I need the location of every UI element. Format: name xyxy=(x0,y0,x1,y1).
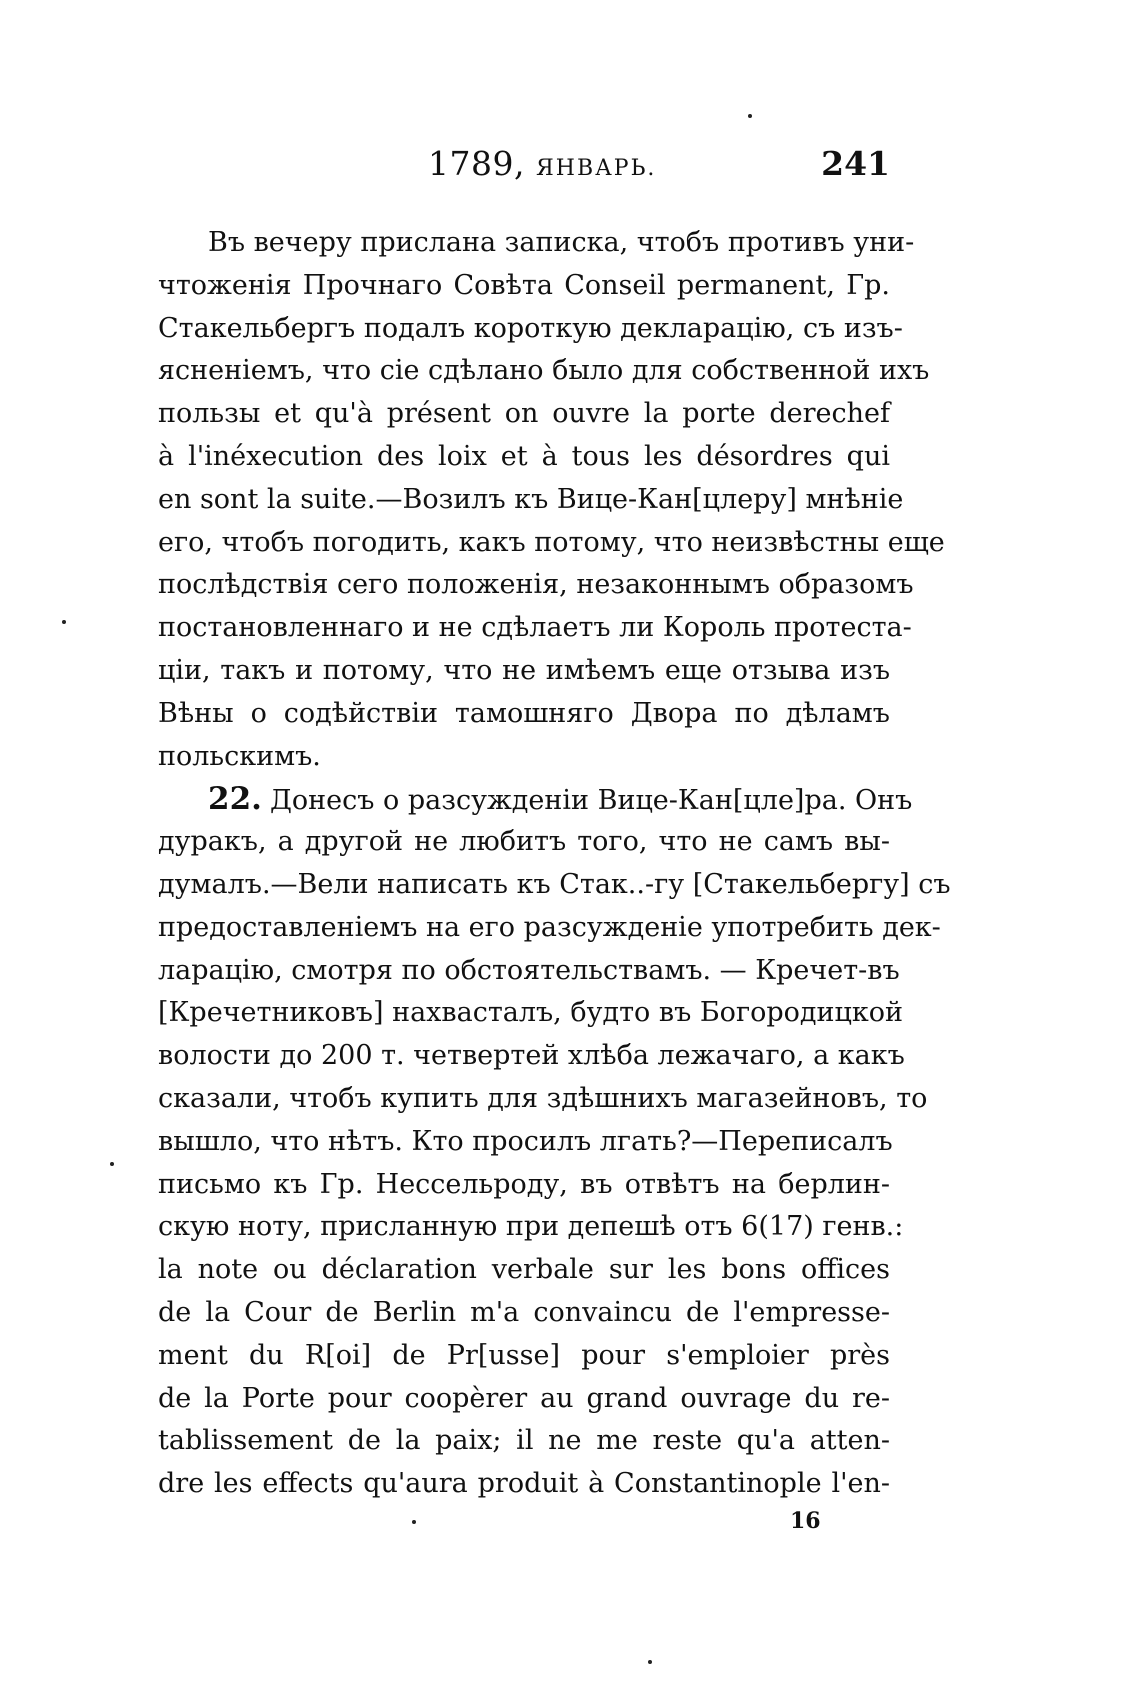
text-line: de la Porte pour coopèrer au grand ouvrage du re- xyxy=(158,1382,890,1414)
body-text xyxy=(158,222,951,1506)
text-line: à l'inéxecution des loix et à tous les désordres qui xyxy=(158,440,890,472)
text-line: дуракъ, а другой не любитъ того, что не самъ вы- xyxy=(158,826,890,858)
text-line: чтоженія Прочнаго Совѣта Conseil permanent, Гр. xyxy=(158,269,890,301)
text-line: письмо къ Гр. Нессельроду, въ отвѣтъ на берлин- xyxy=(158,1168,890,1200)
text-line: Въ вечеру прислана записка, чтобъ противъ уни- xyxy=(208,227,915,258)
entry-22-first-text: Донесъ о разсужденіи Вице-Кан[цле]ра. Онъ xyxy=(269,785,913,817)
text-line: ment du R[oi] de Pr[usse] pour s'emploier près xyxy=(158,1339,890,1371)
text-line: скую ноту, присланную при депешѣ отъ 6(17) генв.: xyxy=(158,1211,904,1243)
text-line: его, чтобъ погодить, какъ потому, что неизвѣстны еще xyxy=(158,526,945,558)
text-line: польскимъ. xyxy=(158,740,321,772)
header-year: 1789, xyxy=(428,144,525,183)
text-line: думалъ.—Вели написать къ Стак..-гу [Стакельбергу] съ xyxy=(158,868,951,900)
text-line: Вѣны о содѣйствіи тамошняго Двора по дѣламъ xyxy=(158,697,890,729)
text-line: en sont la suite.—Возилъ къ Вице-Кан[цлеру] мнѣніе xyxy=(158,483,904,515)
text-line: dre les effects qu'aura produit à Constantinople l'en- xyxy=(158,1468,890,1500)
text-line: ціи, такъ и потому, что не имѣемъ еще отзыва изъ xyxy=(158,654,890,686)
signature-mark: 16 xyxy=(790,1508,821,1534)
header-month: ЯНВАРЬ. xyxy=(535,156,657,181)
scan-speck xyxy=(110,1162,114,1166)
text-line: tablissement de la paix; il ne me reste qu'a atten- xyxy=(158,1425,890,1457)
text-line: ясненіемъ, что сіе сдѣлано было для собственной ихъ xyxy=(158,355,930,387)
scan-speck xyxy=(412,1520,416,1524)
text-line: ларацію, смотря по обстоятельствамъ. — Кречет-въ xyxy=(158,954,900,986)
header-title xyxy=(428,144,656,183)
page-number: 241 xyxy=(821,144,890,183)
running-header xyxy=(158,140,890,190)
text-line: постановленнаго и не сдѣлаетъ ли Король протеста- xyxy=(158,612,912,644)
text-line: [Кречетниковъ] нахвасталъ, будто въ Богородицкой xyxy=(158,997,903,1029)
scan-speck xyxy=(62,620,66,624)
text-line: послѣдствія сего положенія, незаконнымъ образомъ xyxy=(158,569,914,601)
text-line: пользы et qu'à présent on ouvre la porte derechef xyxy=(158,398,890,430)
text-line: вышло, что нѣтъ. Кто просилъ лгать?—Переписалъ xyxy=(158,1125,893,1157)
entry-number: 22. xyxy=(208,781,262,818)
text-line: волости до 200 т. четвертей хлѣба лежачаго, а какъ xyxy=(158,1040,905,1072)
text-line: предоставленіемъ на его разсужденіе употребить дек- xyxy=(158,911,941,943)
text-line: la note ou déclaration verbale sur les bons offices xyxy=(158,1254,890,1286)
text-line: Стакельбергъ подалъ короткую декларацію, съ изъ- xyxy=(158,312,903,344)
text-line: сказали, чтобъ купить для здѣшнихъ магазейновъ, то xyxy=(158,1082,928,1114)
entry-22-first-line xyxy=(158,778,913,821)
scan-speck xyxy=(748,114,752,118)
scan-speck xyxy=(648,1660,652,1664)
text-line: de la Cour de Berlin m'a convaincu de l'empresse- xyxy=(158,1296,890,1328)
